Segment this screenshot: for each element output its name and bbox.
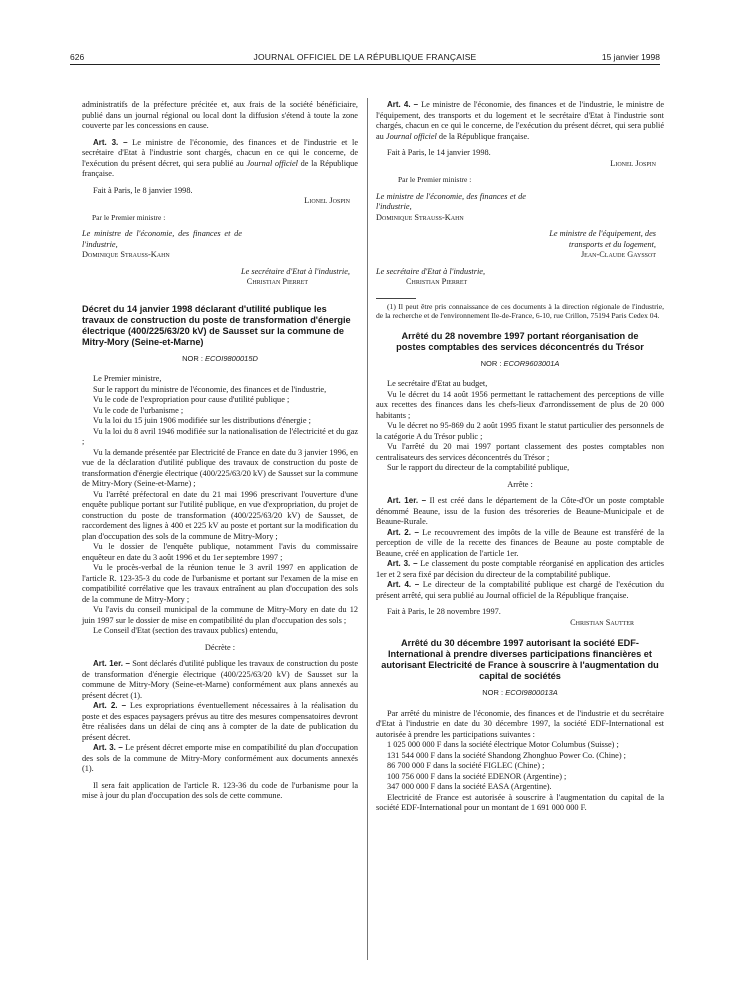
arrete1-recitals — [376, 379, 664, 474]
footnote-rule — [376, 298, 416, 299]
article-paragraph — [82, 659, 358, 701]
secretary-name: Christian Pierret — [406, 277, 468, 286]
article-paragraph — [376, 580, 664, 601]
secretary-name: Christian Pierret — [246, 277, 308, 286]
recital-paragraph: Le secrétaire d'Etat au budget, — [387, 379, 488, 388]
done-at-2: Fait à Paris, le 28 novembre 1997. — [387, 607, 501, 616]
arrete2-title: Arrêté du 30 décembre 1997 autorisant la société EDF-International à prendre diverses participations financières et autorisant Electricité de France à souscrire à l'augmentation du capital de sociétés — [381, 638, 659, 681]
secretary-title: Le secrétaire d'Etat à l'industrie, — [376, 266, 486, 276]
recital-paragraph: Sur le rapport du directeur de la comptabilité publique, — [387, 463, 570, 472]
recital-paragraph: Vu la demande présentée par Electricité de France en date du 3 janvier 1996, en vue de la déclaration d'utilité publique des travaux de construction du poste de transformation d'énergie électrique (400/225/63/20 kV) de Sausset sur la commune de Mitry-Mory (Seine-et-Marne) ; — [82, 447, 358, 488]
minister-name: Dominique Strauss-Kahn — [376, 212, 464, 222]
decree-articles — [82, 659, 358, 775]
participation-item: 347 000 000 F dans la société EASA (Argentine). — [387, 782, 552, 791]
arrete1-articles — [376, 496, 664, 601]
header-rule — [70, 64, 660, 65]
arrete1-title: Arrêté du 28 novembre 1997 portant réorganisation de postes comptables des services déconcentrés du Trésor — [396, 330, 644, 352]
article-3: Art. 3. – Le ministre de l'économie, des finances et de l'industrie et le secrétaire d'Etat à l'industrie sont chargés, chacun en ce qui le concerne, de l'exécution du présent décret, qui sera publié au Journal officiel de la République française. — [82, 137, 359, 178]
article-text: Il est créé dans le département de la Côte-d'Or un poste comptable dénommé Beaune, issu de la fusion des trésoreries de Beaune-Municipale et de Beaune-Rurale. — [376, 496, 665, 526]
recital-paragraph: Vu la loi du 8 avril 1946 modifiée sur la nationalisation de l'électricité et du gaz ; — [82, 426, 358, 446]
recital-paragraph: Le Conseil d'Etat (section des travaux publics) entendu, — [93, 626, 278, 635]
recital-paragraph: Vu l'arrêté préfectoral en date du 21 mai 1996 prescrivant l'ouverture d'une enquête publique portant sur l'utilité publique, en vue d'expropriation, du projet de construction du poste de transformation (400/225/63/20 kV) de Sausset, de raccordement des lignes à 400 et 225 kV au poste et portant sur la modification du plan d'occupation des sols de la commune de Mitry-Mory ; — [82, 489, 358, 541]
participation-item: 1 025 000 000 F dans la société électrique Motor Columbus (Suisse) ; — [387, 740, 619, 749]
minister-title: Le ministre de l'économie, des finances et de l'industrie, — [376, 191, 526, 211]
article-label: Art. 2. – — [93, 701, 127, 710]
article-paragraph — [376, 496, 664, 528]
article-label: Art. 3. – — [387, 559, 418, 568]
participation-item: 131 544 000 F dans la société Shandong Zhonghuo Power Co. (Chine) ; — [387, 750, 626, 760]
recital-paragraph: Vu le code de l'expropriation pour cause d'utilité publique ; — [93, 395, 290, 404]
signature-pm: Lionel Jospin — [610, 158, 656, 168]
continued-paragraph: administratifs de la préfecture précitée et, aux frais de la société bénéficiaire, publié dans un journal régional ou local dont la diffusion s'étend à toute la zone couverte par les concessions en cause. — [82, 100, 358, 130]
article-label: Art. 2. – — [387, 527, 419, 537]
article-text: Le classement du poste comptable réorganisé en application des articles 1er et 2 sera fixé par décision du directeur de la comptabilité publique. — [376, 559, 665, 579]
signature-sautter: Christian Sautter — [570, 617, 634, 627]
page-number: 626 — [70, 52, 85, 62]
recital-paragraph: Vu le décret no 95-869 du 2 août 1995 fixant le statut particulier des personnels de la catégorie A du Trésor public ; — [376, 421, 664, 441]
recital-paragraph: Le Premier ministre, — [93, 374, 162, 383]
left-column — [82, 100, 358, 802]
article-text: Sont déclarés d'utilité publique les travaux de construction du poste de transformation d'énergie électrique (400/225/63/20 kV) de Sausset sur la commune de Mitry-Mory (Seine-et-Marne) conformément aux plans annexés au présent décret (1). — [82, 659, 359, 700]
recital-paragraph: Vu le code de l'urbanisme ; — [93, 405, 184, 415]
nor-reference: NOR : ECOI9800015D — [182, 353, 258, 363]
secretary-title: Le secrétaire d'Etat à l'industrie, — [240, 266, 350, 276]
decree-recitals — [82, 374, 358, 637]
recital-paragraph: Sur le rapport du ministre de l'économie, des finances et de l'industrie, — [93, 384, 327, 394]
article-text: Le recouvrement des impôts de la ville de Beaune est transféré de la perception de ville de la recette des finances de Beaune au poste comptable de Beaune, créé en application de l'article 1er. — [376, 527, 665, 558]
right-column — [376, 100, 664, 814]
recital-paragraph: Vu le procès-verbal de la réunion tenue le 3 avril 1997 en application de l'article R. 123-35-3 du code de l'urbanisme et portant sur l'examen de la mise en compatibilité corrélative que les travaux entraînent au plan d'occupation des sols de la commune de Mitry-Mory ; — [82, 563, 358, 604]
article-label: Art. 1er. – — [387, 496, 427, 505]
recital-paragraph: Vu l'avis du conseil municipal de la commune de Mitry-Mory en date du 12 juin 1997 sur le dossier de mise en compatibilité du plan d'occupation des sols ; — [82, 605, 358, 625]
article-text: Les expropriations éventuellement nécessaires à la réalisation du poste et des espaces paysagers prévus au titre des mesures compensatoires devront être réalisées dans un délai de cinq ans à compter de la date de publication du présent décret. — [82, 701, 358, 742]
recital-paragraph: Vu le dossier de l'enquête publique, notamment l'avis du commissaire enquêteur en date du 3 août 1996 et du 1er septembre 1997 ; — [82, 542, 358, 562]
issue-date: 15 janvier 1998 — [601, 52, 660, 62]
recital-paragraph: Vu le décret du 14 août 1956 permettant le rattachement des perceptions de ville aux recettes des finances dans les chefs-lieux d'arrondissement de plus de 20 000 habitants ; — [376, 389, 664, 420]
participation-item: 100 756 000 F dans la société EDENOR (Argentine) ; — [387, 771, 567, 781]
by-pm: Par le Premier ministre : — [92, 212, 166, 222]
article-text: Le directeur de la comptabilité publique est chargé de l'exécution du présent arrêté, qui sera publié au Journal officiel de la République française. — [376, 580, 665, 600]
done-at: Fait à Paris, le 8 janvier 1998. — [93, 185, 193, 195]
arrete2-end: Electricité de France est autorisée à souscrire à l'augmentation du capital de la société EDF-International pour un montant de 1 691 000 000 F. — [376, 792, 664, 812]
journal-title: JOURNAL OFFICIEL DE LA RÉPUBLIQUE FRANÇAISE — [253, 52, 477, 62]
done-at: Fait à Paris, le 14 janvier 1998. — [387, 148, 491, 157]
article-paragraph — [376, 528, 664, 560]
article-paragraph — [376, 559, 664, 580]
minister2-title: Le ministre de l'équipement, des transports et du logement, — [549, 229, 656, 249]
recital-paragraph: Vu la loi du 15 juin 1906 modifiée sur les distributions d'énergie ; — [93, 416, 311, 425]
nor-reference: NOR : ECOR9603001A — [480, 358, 560, 368]
participation-item: 86 700 000 F dans la société FIGLEC (Chine) ; — [387, 761, 545, 770]
signature-pm: Lionel Jospin — [304, 196, 350, 205]
by-pm: Par le Premier ministre : — [398, 175, 472, 184]
last-paragraph: Il sera fait application de l'article R. 123-36 du code de l'urbanisme pour la mise à jour du plan d'occupation des sols de cette commune. — [82, 780, 358, 800]
participations-list — [376, 740, 664, 793]
footnote: (1) Il peut être pris connaissance de ces documents à la direction régionale de l'industrie, de la recherche et de l'environnement Ile-de-France, 6-10, rue Crillon, 75194 Paris Cedex 04. — [376, 301, 664, 320]
arrete-heading: Arrête : — [507, 479, 533, 489]
minister-name: Dominique Strauss-Kahn — [82, 250, 170, 259]
arrete2-intro: Par arrêté du ministre de l'économie, des finances et de l'industrie et du secrétaire d'Etat à l'industrie en date du 30 décembre 1997, la société EDF-International est autorisée à prendre les participations suivantes : — [376, 708, 664, 739]
article-text: Le présent décret emporte mise en compatibilité du plan d'occupation des sols de la commune de Mitry-Mory conformément aux documents annexés (1). — [82, 743, 359, 773]
article-label: Art. 1er. – — [93, 659, 130, 668]
minister-title: Le ministre de l'économie, des finances et de l'industrie, — [82, 229, 242, 249]
column-divider — [367, 98, 368, 960]
decree-title: Décret du 14 janvier 1998 déclarant d'utilité publique les travaux de construction du poste de transformation d'énergie électrique (400/225/63/20 kV) de Sausset sur la commune de Mitry-Mory (Seine-et-Marne) — [82, 303, 351, 347]
article-paragraph — [82, 743, 358, 775]
minister2-name: Jean-Claude Gayssot — [580, 250, 656, 259]
article-label: Art. 3. – — [93, 743, 123, 752]
nor-reference-2: NOR : ECOI9800013A — [482, 688, 558, 697]
article-4: Art. 4. – Le ministre de l'économie, des finances et de l'industrie, le ministre de l'équipement, des transports et du logement et le secrétaire d'Etat à l'industrie sont chargés, chacun en ce qui le concerne, de l'exécution du présent décret, qui sera publié au Journal officiel de la République française. — [376, 100, 665, 141]
recital-paragraph: Vu l'arrêté du 20 mai 1997 portant classement des postes comptables non centralisateurs des services déconcentrés du Trésor ; — [376, 442, 664, 462]
article-paragraph — [82, 701, 358, 743]
decrete-heading: Décrète : — [204, 642, 236, 652]
article-label: Art. 4. – — [387, 580, 420, 589]
